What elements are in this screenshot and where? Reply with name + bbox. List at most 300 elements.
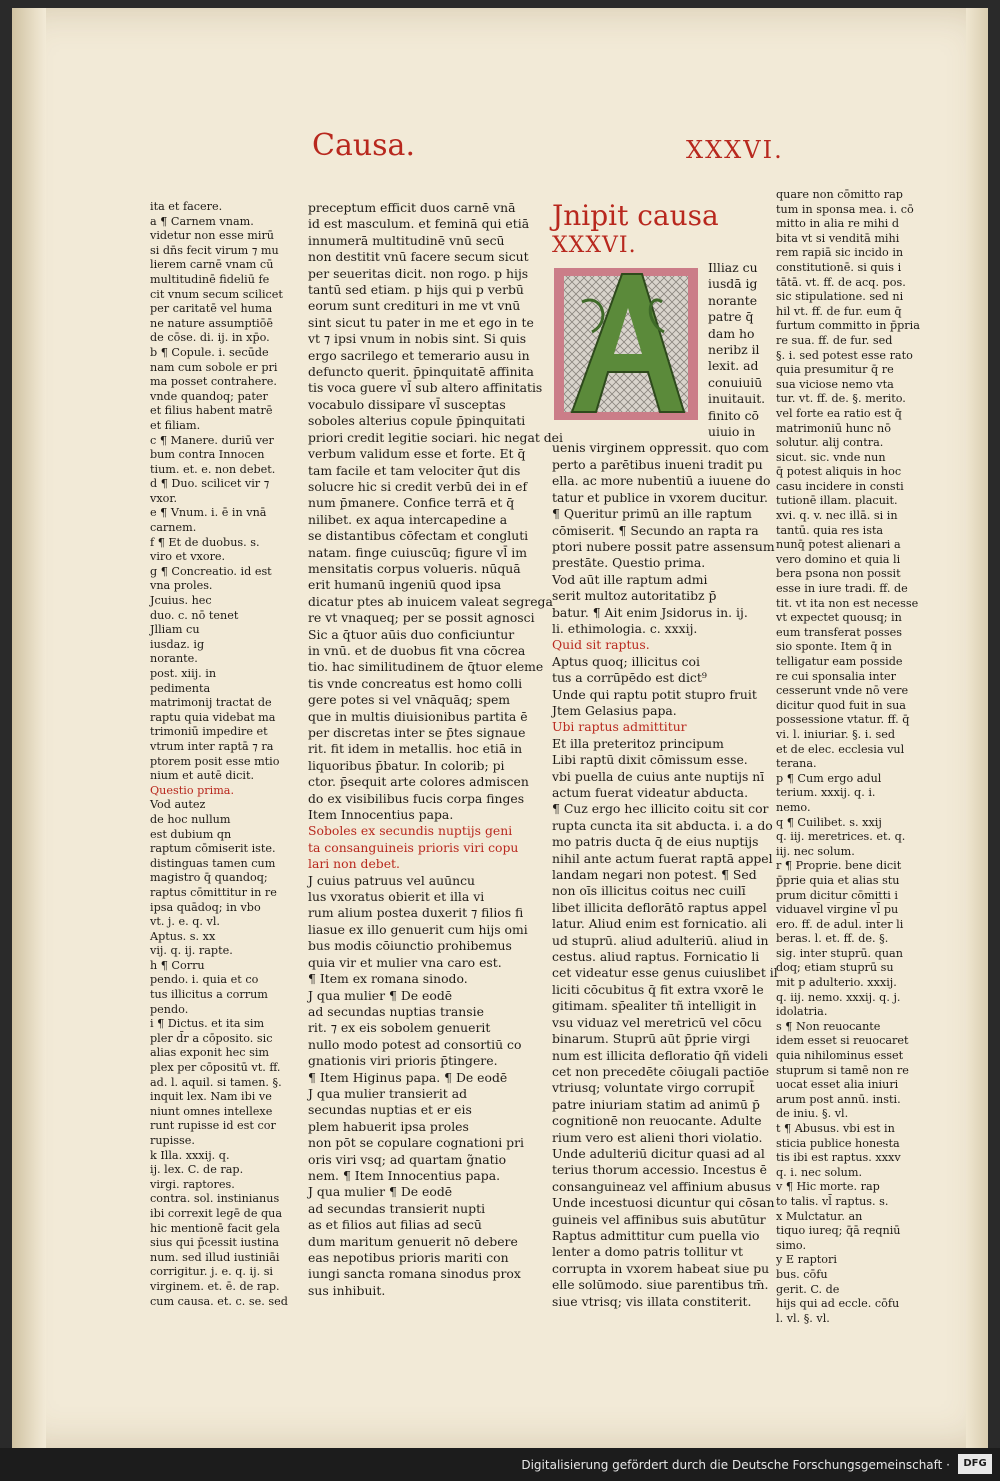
text-line: quare non cōmitto rap <box>776 188 903 201</box>
text-line: sius qui p̄cessit iustina <box>150 1236 279 1250</box>
incipit-title: Jnipit causa <box>552 199 719 232</box>
text-line: cognitionē non reuocante. Adulte <box>552 1113 762 1129</box>
text-line: elle solūmodo. siue parentibus tm̄. <box>552 1277 769 1293</box>
text-line: quia presumitur q̄ re <box>776 363 894 377</box>
text-line: mitto in alia re mihi d <box>776 217 900 231</box>
dfg-logo: DFG <box>958 1454 992 1474</box>
text-line: vtrum inter raptā ⁊ ra <box>150 739 274 753</box>
text-line: telligatur eam posside <box>776 655 903 668</box>
text-line: preceptum efficit duos carnē vnā <box>308 200 516 215</box>
text-line: et filius habent matrē <box>150 404 273 418</box>
text-line: hic mentionē facit gela <box>150 1221 280 1235</box>
text-line: li. ethimologia. c. xxxij. <box>552 620 698 636</box>
text-line: actum fuerat videatur abducta. <box>552 785 749 800</box>
text-line: terana. <box>776 757 817 771</box>
text-line: nihil ante actum fuerat raptā appel <box>552 850 773 866</box>
text-line: bera psona non possit <box>776 567 901 581</box>
text-line: Unde adulteriū dicitur quasi ad al <box>552 1145 765 1161</box>
text-line: g ¶ Concreatio. id est <box>150 564 272 578</box>
text-line: v ¶ Hic morte. rap <box>776 1180 880 1194</box>
text-line: i ¶ Dictus. et ita sim <box>150 1017 265 1031</box>
text-line: solutur. alij contra. <box>776 436 884 450</box>
text-line: sua viciose nemo vta <box>776 377 894 391</box>
text-line: p ¶ Cum ergo adul <box>776 771 882 785</box>
text-line: Vod aūt ille raptum admi <box>552 571 708 587</box>
text-line: num est illicita defloratio q̄ñ videli <box>552 1047 768 1063</box>
text-line: Ubi raptus admittitur <box>552 719 687 735</box>
text-line: ita et facere. <box>150 200 223 213</box>
text-line: pendo. i. quia et co <box>150 973 259 987</box>
text-line: tum in sponsa mea. i. cō <box>776 202 914 216</box>
text-line: cum causa. et. c. se. sed <box>150 1294 288 1308</box>
text-line: secundas nuptias et er eis <box>308 1102 472 1118</box>
text-line: tium. et. e. non debet. <box>150 462 276 476</box>
text-line: terium. xxxij. q. i. <box>776 786 876 800</box>
text-line: tātā. vt. ff. de acq. pos. <box>776 275 906 289</box>
text-line: corrigitur. j. e. q. ij. si <box>150 1265 274 1279</box>
text-line: ctor. p̄sequit arte colores admiscen <box>308 774 529 790</box>
text-line: ma posset contrahere. <box>150 375 277 389</box>
gloss-column-right <box>776 188 918 1326</box>
text-line: vij. q. ij. rapte. <box>150 944 233 958</box>
page-fore-edge <box>966 8 988 1448</box>
text-line: re vt vnaqueq; per se possit agnosci <box>308 610 535 626</box>
text-line: post. xiij. in <box>150 667 217 680</box>
text-line: alias exponit hec sim <box>150 1046 270 1060</box>
text-line: oris viri vsq; ad quartam g̃natio <box>308 1151 507 1167</box>
text-line: ¶ Cuz ergo hec illicito coitu sit cor <box>552 801 769 817</box>
text-line: Jcuius. hec <box>150 594 212 608</box>
text-line: tam facile et tam velociter q̄ut dis <box>308 462 521 478</box>
text-line: liciti cōcubitus q̄ fit extra vxorē le <box>552 981 764 997</box>
text-line: dum maritum genuerit nō debere <box>308 1233 518 1249</box>
text-line: ero. ff. de adul. inter li <box>776 917 904 931</box>
text-line: J cuius patruus vel auūncu <box>308 872 476 888</box>
text-line: rit. fit idem in metallis. hoc etiā in <box>308 741 523 757</box>
text-line: t ¶ Abusus. vbi est in <box>776 1122 895 1135</box>
text-line: arum post annū. insti. <box>776 1092 901 1106</box>
text-line: Quid sit raptus. <box>552 637 650 653</box>
text-line: liasue ex illo genuerit cum hijs omi <box>308 921 528 937</box>
text-line: Item Innocentius papa. <box>308 807 454 823</box>
text-line: priori credit legitie sociari. hic negat dei <box>308 429 563 445</box>
illuminated-initial-icon <box>552 262 702 424</box>
text-line: matrimonij tractat de <box>150 696 272 710</box>
running-head-right: XXXVI. <box>686 136 784 164</box>
text-line: lari non debet. <box>308 856 400 872</box>
text-line: prestāte. Questio prima. <box>552 555 706 571</box>
text-line: §. i. sed potest esse rato <box>776 348 913 362</box>
text-line: tit. vt ita non est necesse <box>776 596 919 610</box>
text-line: Vod autez <box>150 798 206 812</box>
text-line: ud stuprū. aliud adulteriū. aliud in <box>552 932 769 948</box>
text-line: et de elec. ecclesia vul <box>776 742 905 756</box>
text-line: ¶ Item ex romana sinodo. <box>308 971 468 987</box>
text-line: ij. lex. C. de rap. <box>150 1163 244 1177</box>
text-line: rit. ⁊ ex eis sobolem genuerit <box>308 1020 491 1036</box>
text-line: tis vnde concreatus est homo colli <box>308 675 523 691</box>
text-line: gere potes si vel vnāquāq; spem <box>308 692 511 708</box>
text-line: nem. ¶ Item Innocentius papa. <box>308 1167 501 1183</box>
text-line: tatur et publice in vxorem ducitur. <box>552 489 768 505</box>
text-line: nium et autē dicit. <box>150 769 255 783</box>
text-line: vbi puella de cuius ante nuptijs nī <box>552 768 765 784</box>
text-line: ta consanguineis prioris viri copu <box>308 839 519 855</box>
text-line: non oīs illicitus coitus nec cuilī <box>552 883 746 899</box>
text-line: d ¶ Duo. scilicet vir ⁊ <box>150 477 270 491</box>
text-line: as et filios aut filias ad secū <box>308 1217 482 1233</box>
text-line: raptu quia videbat ma <box>150 710 276 724</box>
text-line: viduavel virgine vl̄ pu <box>776 903 899 917</box>
text-line: ad secundas nuptias transie <box>308 1003 484 1019</box>
text-line: solucre hic si credit verbū dei in ef <box>308 478 528 494</box>
text-line: Sic a q̄tuor aūis duo conficiuntur <box>308 626 515 642</box>
text-line: doq; etiam stuprū su <box>776 961 894 975</box>
text-line: erit humanū ingeniū quod ipsa <box>308 577 502 593</box>
text-line: ibi correxit legē de qua <box>150 1206 283 1220</box>
text-line: cit vnum secum scilicet <box>150 287 283 301</box>
text-line: latur. Aliud enim est fornicatio. ali <box>552 916 767 932</box>
text-line: s ¶ Non reuocante <box>776 1019 881 1033</box>
text-line: Jtem Gelasius papa. <box>552 702 677 718</box>
text-line: idolatria. <box>776 1005 828 1019</box>
text-line: q. iij. nemo. xxxij. q. j. <box>776 990 901 1004</box>
text-line: ¶ Queritur primū an ille raptum <box>552 506 752 522</box>
text-line: guineis vel affinibus suis abutūtur <box>552 1211 766 1227</box>
text-line: vel forte ea ratio est q̄ <box>776 406 902 420</box>
text-line: Aptus. s. xx <box>150 929 216 943</box>
text-line: Unde incestuosi dicuntur qui cōsan <box>552 1195 775 1211</box>
text-line: sio sponte. Item q̄ in <box>776 640 892 654</box>
text-line: plex per cōpositū vt. ff. <box>150 1061 281 1075</box>
text-line: eas nepotibus prioris mariti con <box>308 1250 509 1265</box>
text-line: defuncto querit. p̄pinquitatē affinita <box>308 364 534 380</box>
text-line: tantū. quia res ista <box>776 523 884 537</box>
text-line: bita vt si venditā mihi <box>776 231 900 245</box>
text-line: Unde qui raptu potit stupro fruit <box>552 686 757 702</box>
text-line: dicatur ptes ab inuicem valeat segrega <box>308 593 553 609</box>
text-line: sig. inter stuprū. quan <box>776 946 903 960</box>
text-line: lierem carnē vnam cū <box>150 258 274 272</box>
text-line: tus a corrūpēdo est dict⁹ <box>552 670 707 686</box>
text-line: conuiuiū <box>708 374 763 390</box>
text-line: f ¶ Et de duobus. s. <box>150 535 260 549</box>
text-line: cet non precedēte cōiugali pactiōe <box>552 1063 770 1079</box>
text-line: norante <box>708 292 758 308</box>
text-line: norante. <box>150 652 198 666</box>
text-line: raptum cōmiserit iste. <box>150 842 276 856</box>
text-line: innumerā multitudinē vnū secū <box>308 232 505 248</box>
text-line: quia vir et mulier vna caro est. <box>308 954 502 970</box>
text-line: lexit. ad <box>708 358 759 374</box>
text-line: beras. l. et. ff. de. §. <box>776 932 889 946</box>
text-line: natam. finge cuiuscūq; figure vl̄ im <box>308 544 527 560</box>
text-line: a ¶ Carnem vnam. <box>150 214 254 228</box>
text-line: pler d̄r a cōposito. sic <box>150 1031 273 1045</box>
text-line: furtum committo in p̄pria <box>776 319 920 333</box>
text-line: corrupta in vxorem habeat siue pu <box>552 1260 770 1276</box>
text-line: soboles alterius copule p̄pinquitati <box>308 413 526 429</box>
text-line: possessione vtatur. ff. q̄ <box>776 713 910 727</box>
text-line: neribz il <box>708 342 760 358</box>
text-line: vi. l. iniuriar. §. i. sed <box>776 727 896 741</box>
text-line: trimoniū impedire et <box>150 725 268 739</box>
text-line: vt ⁊ ipsi vnum in nobis sint. Si quis <box>308 331 527 347</box>
text-line: constitutionē. si quis i <box>776 260 902 274</box>
text-line: Illiaz cu <box>708 260 758 275</box>
text-line: tantū sed etiam. p hijs qui p verbū <box>308 282 524 298</box>
text-line: uenis virginem oppressit. quo com <box>552 440 769 456</box>
text-line: esse in iure tradi. ff. de <box>776 582 908 596</box>
text-line: tiquo iureq; q̄ā reqniū <box>776 1224 901 1238</box>
text-line: lenter a domo patris tollitur vt <box>552 1244 743 1260</box>
text-line: verbum validum esse et forte. Et q̄ <box>308 446 526 462</box>
text-line: virgi. raptores. <box>150 1177 235 1191</box>
text-line: virginem. et. ē. de rap. <box>150 1279 280 1293</box>
text-line: terius thorum accessio. Incestus ē <box>552 1162 767 1178</box>
text-line: binarum. Stuprū aūt p̄prie virgi <box>552 1031 751 1047</box>
gloss-column-left <box>150 200 290 1309</box>
text-line: runt rupisse id est cor <box>150 1119 276 1133</box>
main-text-column-right <box>552 199 778 1310</box>
main-text-column-left <box>308 200 563 1299</box>
text-line: non destitit vnū facere secum sicut <box>308 249 529 265</box>
text-line: e ¶ Vnum. i. ē in vnā <box>150 506 267 520</box>
text-line: ptorem posit esse mtio <box>150 754 280 768</box>
text-line: do ex visibilibus fucis corpa finges <box>308 790 525 806</box>
text-line: quia nihilominus esset <box>776 1049 904 1063</box>
text-line: to talis. vl̄ raptus. s. <box>776 1194 889 1208</box>
text-line: dicitur quod fuit in sua <box>776 698 906 712</box>
text-line: nunq̄ potest alienari a <box>776 538 901 552</box>
text-line: nemo. <box>776 800 811 814</box>
text-line: ne nature assumptiōē <box>150 316 274 330</box>
text-line: re sua. ff. de fur. sed <box>776 333 893 347</box>
footer-credit: Digitalisierung gefördert durch die Deutsche Forschungsgemeinschaft · <box>521 1458 950 1472</box>
text-line: J qua mulier ¶ De eodē <box>308 987 453 1003</box>
text-line: iusdaz. ig <box>150 637 205 651</box>
text-line: ptori nubere possit patre assensum <box>552 538 775 554</box>
text-line: inquit lex. Nam ibi ve <box>150 1090 272 1104</box>
text-line: vsu viduaz vel meretricū vel cōcu <box>552 1014 762 1030</box>
text-line: gnationis viri prioris p̄tingere. <box>308 1053 498 1069</box>
text-line: vero domino et quia li <box>776 552 901 566</box>
text-line: per discretas inter se p̄tes signaue <box>308 725 526 740</box>
text-line: sticia publice honesta <box>776 1136 900 1150</box>
text-line: bus. cōfu <box>776 1267 828 1281</box>
text-line: tis voca guere vl̄ sub altero affinitatis <box>308 380 543 396</box>
text-line: stuprum si tamē non re <box>776 1063 909 1077</box>
text-line: landam negari non potest. ¶ Sed <box>552 867 757 883</box>
text-line: Et illa preteritoz principum <box>552 735 724 751</box>
text-line: Soboles ex secundis nuptijs geni <box>308 823 513 839</box>
text-line: si dn̄s fecit virum ⁊ mu <box>150 243 279 257</box>
text-line: sicut. sic. vnde nun <box>776 450 886 464</box>
text-line: de cōse. di. ij. in xp̄o. <box>150 331 270 345</box>
page-gutter <box>12 8 46 1448</box>
text-line: se distantibus cōfectam et congluti <box>308 528 529 544</box>
text-line: iij. nec solum. <box>776 844 855 858</box>
text-line: rum alium postea duxerit ⁊ filios fi <box>308 905 524 921</box>
text-line: ad. l. aquil. si tamen. §. <box>150 1075 282 1089</box>
text-line: ella. ac more nubentiū a iuuene do <box>552 473 771 489</box>
text-line: non pōt se copulare cognationi pri <box>308 1135 524 1151</box>
text-line: gerit. C. de <box>776 1282 840 1296</box>
text-line: k Illa. xxxij. q. <box>150 1148 230 1162</box>
text-line: cōmiserit. ¶ Secundo an rapta ra <box>552 522 759 538</box>
text-line: vt. j. e. q. vl. <box>150 915 220 929</box>
text-line: liquoribus p̄batur. In colorib; pi <box>308 757 505 773</box>
text-line: bus modis cōiunctio prohibemus <box>308 938 512 954</box>
text-line: p̄prie quia et alias stu <box>776 873 900 887</box>
text-line: vtriusq; voluntate virgo corrupit̄ <box>552 1080 755 1096</box>
text-line: sint sicut tu pater in me et ego in te <box>308 314 534 330</box>
text-line: est dubium qn <box>150 827 232 841</box>
text-line: vnde quandoq; pater <box>150 389 268 403</box>
text-line: Aptus quoq; illicitus coi <box>552 653 700 669</box>
text-line: num. sed illud iustiniāi <box>150 1250 280 1264</box>
text-line: tur. vt. ff. de. §. merito. <box>776 392 906 406</box>
text-line: rem rapiā sic incido in <box>776 246 904 260</box>
text-line: de hoc nullum <box>150 812 231 826</box>
text-line: sic stipulatione. sed ni <box>776 290 904 304</box>
text-line: mo patris ducta q̄ de eius nuptijs <box>552 834 759 850</box>
text-line: hil vt. ff. de fur. eum q̄ <box>776 304 902 318</box>
text-line: viro et vxore. <box>150 550 226 564</box>
text-line: q̄ potest aliquis in hoc <box>776 465 902 479</box>
text-line: re cui sponsalia inter <box>776 669 897 683</box>
text-line: idem esset si reuocaret <box>776 1034 909 1048</box>
text-line: lus vxoratus obierit et illa vi <box>308 889 485 905</box>
text-line: et filiam. <box>150 418 201 432</box>
text-line: uocat esset alia iniuri <box>776 1078 899 1092</box>
book-page <box>12 8 988 1448</box>
text-line: consanguineaz vel affinium abusus <box>552 1178 772 1194</box>
text-line: num p̄manere. Confice terrā et q̄ <box>308 495 515 511</box>
text-line: sus inhibuit. <box>308 1282 386 1298</box>
text-line: vt expectet quousq; in <box>776 611 902 625</box>
text-line: inuitauit. <box>708 391 766 407</box>
text-line: cet videatur esse genus cuiuslibet il <box>552 965 778 981</box>
text-line: finito cō <box>708 407 759 423</box>
text-line: matrimoniū hunc nō <box>776 421 891 435</box>
text-line: cesserunt vnde nō vere <box>776 684 909 698</box>
text-line: contra. sol. instinianus <box>150 1192 280 1206</box>
text-line: niunt omnes intellexe <box>150 1104 273 1118</box>
illuminated-initial-A <box>552 262 702 424</box>
text-line: per caritatē vel huma <box>150 302 273 316</box>
text-line: Libi raptū dixit cōmissum esse. <box>552 752 748 768</box>
text-line: duo. c. nō tenet <box>150 608 239 622</box>
text-line: nilibet. ex aqua intercapedine a <box>308 511 508 527</box>
text-line: serit multoz autoritatibz p̄ <box>552 588 717 604</box>
text-line: vocabulo dissipare vl̄ susceptas <box>308 396 506 412</box>
text-line: multitudinē fideliū fe <box>150 272 270 286</box>
text-line: tutionē illam. placuit. <box>776 494 898 508</box>
text-line: videtur non esse mirū <box>150 229 275 243</box>
text-line: eum transferat posses <box>776 625 903 639</box>
footer-bar <box>0 1448 1000 1481</box>
text-line: que in multis diuisionibus partita ē <box>308 708 528 724</box>
text-line: distinguas tamen cum <box>150 856 276 870</box>
text-line: ergo sacrilego et temerario ausu in <box>308 347 530 363</box>
text-line: uiuio in <box>708 424 756 440</box>
text-line: l. vl. §. vl. <box>776 1311 830 1325</box>
text-line: dam ho <box>708 325 755 341</box>
text-line: per seueritas dicit. non rogo. p hijs <box>308 265 529 281</box>
incipit-number: XXXVI. <box>552 233 637 258</box>
text-line: plem habuerit ipsa proles <box>308 1118 469 1134</box>
text-line: iusdā ig <box>708 276 758 292</box>
text-line: de iniu. §. vl. <box>776 1107 849 1121</box>
text-line: Raptus admittitur cum puella vio <box>552 1227 760 1243</box>
text-line: rupta cuncta ita sit abducta. i. a do <box>552 817 773 833</box>
text-line: eorum sunt credituri in me vt vnū <box>308 298 521 314</box>
text-line: perto a parētibus inueni tradit pu <box>552 456 763 472</box>
text-line: ipsa quādoq; in vbo <box>150 900 261 914</box>
text-line: q. i. nec solum. <box>776 1165 863 1179</box>
text-line: ¶ Item Higinus papa. ¶ De eodē <box>308 1069 508 1085</box>
text-line: xvi. q. v. nec illā. si in <box>776 509 898 523</box>
text-line: h ¶ Corru <box>150 958 205 972</box>
text-line: q ¶ Cuilibet. s. xxij <box>776 815 882 829</box>
text-line: q. iij. meretrices. et. q. <box>776 830 906 844</box>
text-line: pedimenta <box>150 681 211 695</box>
text-line: rupisse. <box>150 1134 195 1147</box>
text-line: siue vtrisq; vis illata constiterit. <box>552 1293 752 1309</box>
text-line: carnem. <box>150 521 197 535</box>
text-line: batur. ¶ Ait enim Jsidorus in. ij. <box>552 604 748 620</box>
text-line: prum dicitur cōmitti i <box>776 888 898 902</box>
text-line: J qua mulier ¶ De eodē <box>308 1184 453 1200</box>
text-line: Questio prima. <box>150 783 235 797</box>
text-line: nam cum sobole er pri <box>150 360 278 374</box>
text-line: mensitatis corpus volueris. nūquā <box>308 560 521 576</box>
text-line: simo. <box>776 1238 807 1252</box>
text-line: y E raptori <box>776 1253 837 1267</box>
text-line: cestus. aliud raptus. Fornicatio li <box>552 949 760 965</box>
text-line: Jlliam cu <box>150 623 200 637</box>
text-line: in vnū. et de duobus fit vna cōcrea <box>308 642 526 658</box>
text-line: b ¶ Copule. i. secūde <box>150 345 269 359</box>
text-line: raptus cōmittitur in re <box>150 885 277 899</box>
text-line: c ¶ Manere. duriū ver <box>150 433 274 447</box>
text-line: tio. hac similitudinem de q̄tuor eleme <box>308 659 544 675</box>
text-line: x Mulctatur. an <box>776 1209 863 1223</box>
text-line: gitimam. sp̄ealiter tñ intelligit in <box>552 998 757 1014</box>
text-line: libet illicita deflorātō raptus appel <box>552 899 767 915</box>
text-line: ad secundas transierit nupti <box>308 1200 486 1216</box>
text-line: vna proles. <box>150 579 213 593</box>
text-line: mit p adulterio. xxxij. <box>776 976 897 990</box>
text-line: pendo. <box>150 1002 189 1016</box>
text-line: nullo modo potest ad consortiū co <box>308 1036 522 1052</box>
running-head-left: Causa. <box>312 128 415 163</box>
text-line: patre q̄ <box>708 309 754 325</box>
text-line: tis ibi est raptus. xxxv <box>776 1151 901 1165</box>
text-line: r ¶ Proprie. bene dicit <box>776 859 902 873</box>
text-line: iungi sancta romana sinodus prox <box>308 1266 521 1282</box>
text-line: hijs qui ad eccle. cōfu <box>776 1297 900 1311</box>
text-line: J qua mulier transierit ad <box>308 1085 468 1101</box>
text-line: rium vero est alieni thori violatio. <box>552 1129 763 1145</box>
text-line: magistro q̄ quandoq; <box>150 871 268 885</box>
text-line: bum contra Innocen <box>150 448 265 462</box>
text-line: id est masculum. et feminā qui etiā <box>308 216 530 232</box>
text-line: tus illicitus a corrum <box>150 988 268 1002</box>
text-line: casu incidere in consti <box>776 479 904 493</box>
text-line: patre iniuriam statim ad animū p̄ <box>552 1096 760 1112</box>
